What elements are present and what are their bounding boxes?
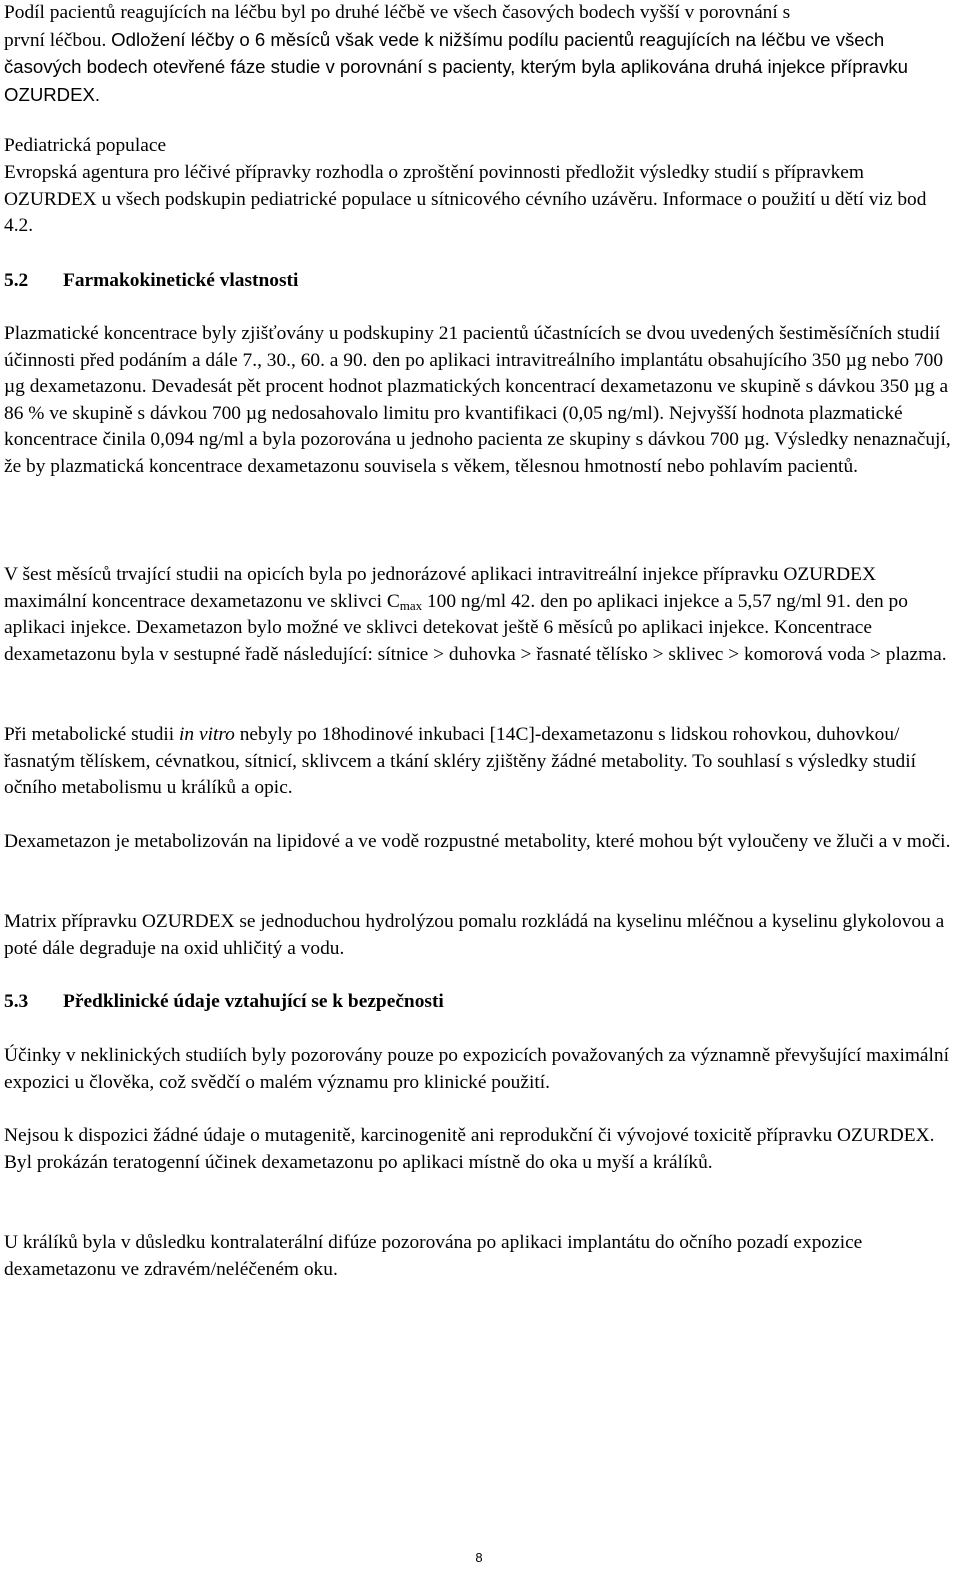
cmax-subscript: max [399,597,423,613]
in-vitro-text-end: nebyly po 18hodinové inkubaci [14C]-dexametazonu s lidskou rohovkou, duhovkou/řasnatým tělískem, cévnatkou, sítnicí, sklivcem a tkání skléry zjištěny žádné metabolity. To souhlasí s výsledky studií očního metabolismu u králíků a opic. [4,724,916,799]
in-vitro-text-start: Při metabolické studii [4,724,180,745]
section-5-2-title: Farmakokinetické vlastnosti [63,270,299,291]
preclinical-paragraph-effects: Účinky v neklinických studiích byly pozorovány pouze po expozicích považovaných za významně převyšující maximální expozici u člověka, což svědčí o malém významu pro klinické použití. [4,1045,950,1093]
intro-paragraph [4,0,954,109]
pharmacokinetics-paragraph-matrix: Matrix přípravku OZURDEX se jednoduchou hydrolýzou pomalu rozkládá na kyselinu mléčnou a kyselinu glykolovou a poté dále degraduje na oxid uhličitý a vodu. [4,911,945,959]
pharmacokinetics-paragraph-monkeys [4,562,954,668]
monkey-text-end: 100 ng/ml 42. den po aplikaci injekce a 5,57 ng/ml 91. den po aplikaci injekce. Dexametazon bylo možné ve sklivci detekovat ještě 6 měsíců po aplikaci injekce. Koncentrace dexametazonu byla v sestupné řadě následující: sítnice > duhovka > řasnaté tělísko > sklivec > komorová voda > plazma. [4,590,947,665]
section-5-2-number: 5.2 [4,270,29,291]
pediatric-population-paragraph: Evropská agentura pro léčivé přípravky rozhodla o zproštění povinnosti předložit výsledky studií s přípravkem OZURDEX u všech podskupin pediatrické populace u sítnicového cévního uzávěru. Informace o použití u dětí viz bod 4.2. [4,162,927,237]
intro-line-1: Podíl pacientů reagujících na léčbu byl po druhé léčbě ve všech časových bodech vyšší v porovnání s [4,2,791,23]
pharmacokinetics-paragraph-metabolism: Dexametazon je metabolizován na lipidové a ve vodě rozpustné metabolity, které mohou být vyloučeny ve žluči a v moči. [4,831,951,852]
pharmacokinetics-paragraph-in-vitro [4,722,954,802]
intro-line-2-start: první léčbou. [4,29,112,51]
section-5-3-title: Předklinické údaje vztahující se k bezpečnosti [63,991,444,1012]
preclinical-paragraph-toxicity: Nejsou k dispozici žádné údaje o mutagenitě, karcinogenitě ani reprodukční či vývojové toxicitě přípravku OZURDEX. Byl prokázán teratogenní účinek dexametazonu po aplikaci místně do oka u myší a králíků. [4,1125,935,1173]
section-5-2-heading [4,268,298,295]
pediatric-population-heading: Pediatrická populace [4,135,167,156]
in-vitro-italic: in vitro [179,724,235,745]
monkey-text-start: V šest měsíců trvající studii na opicích byla po jednorázové aplikaci intravitreální injekce přípravku OZURDEX maximální koncentrace dexametazonu ve sklivci C [4,564,876,612]
pharmacokinetics-paragraph-plasma: Plazmatické koncentrace byly zjišťovány u podskupiny 21 pacientů účastnících se dvou uvedených šestiměsíčních studií účinnosti před podáním a dále 7., 30., 60. a 90. den po aplikaci intravitreálního implantátu obsahujícího 350 µg nebo 700 µg dexametazonu. Devadesát pět procent hodnot plazmatických koncentrací dexametazonu ve skupině s dávkou 350 µg a 86 % ve skupině s dávkou 700 µg nedosahovalo limitu pro kvantifikaci (0,05 ng/ml). Nejvyšší hodnota plazmatické koncentrace činila 0,094 ng/ml a byla pozorována u jednoho pacienta ze skupiny s dávkou 700 µg. Výsledky nenaznačují, že by plazmatická koncentrace dexametazonu souvisela s věkem, tělesnou hmotností nebo pohlavím pacientů. [4,323,951,477]
section-5-3-number: 5.3 [4,991,29,1012]
preclinical-paragraph-rabbits: U králíků byla v důsledku kontralaterální difúze pozorována po aplikaci implantátu do očního pozadí expozice dexametazonu ve zdravém/neléčeném oku. [4,1232,863,1280]
page-number: 8 [475,1550,483,1565]
intro-line-2-rest: Odložení léčby o 6 měsíců však vede k nižšímu podílu pacientů reagujících na léčbu ve všech časových bodech otevřené fáze studie v porovnání s pacienty, kterým byla aplikována druhá injekce přípravku OZURDEX. [4,28,909,105]
section-5-3-heading [4,989,444,1016]
